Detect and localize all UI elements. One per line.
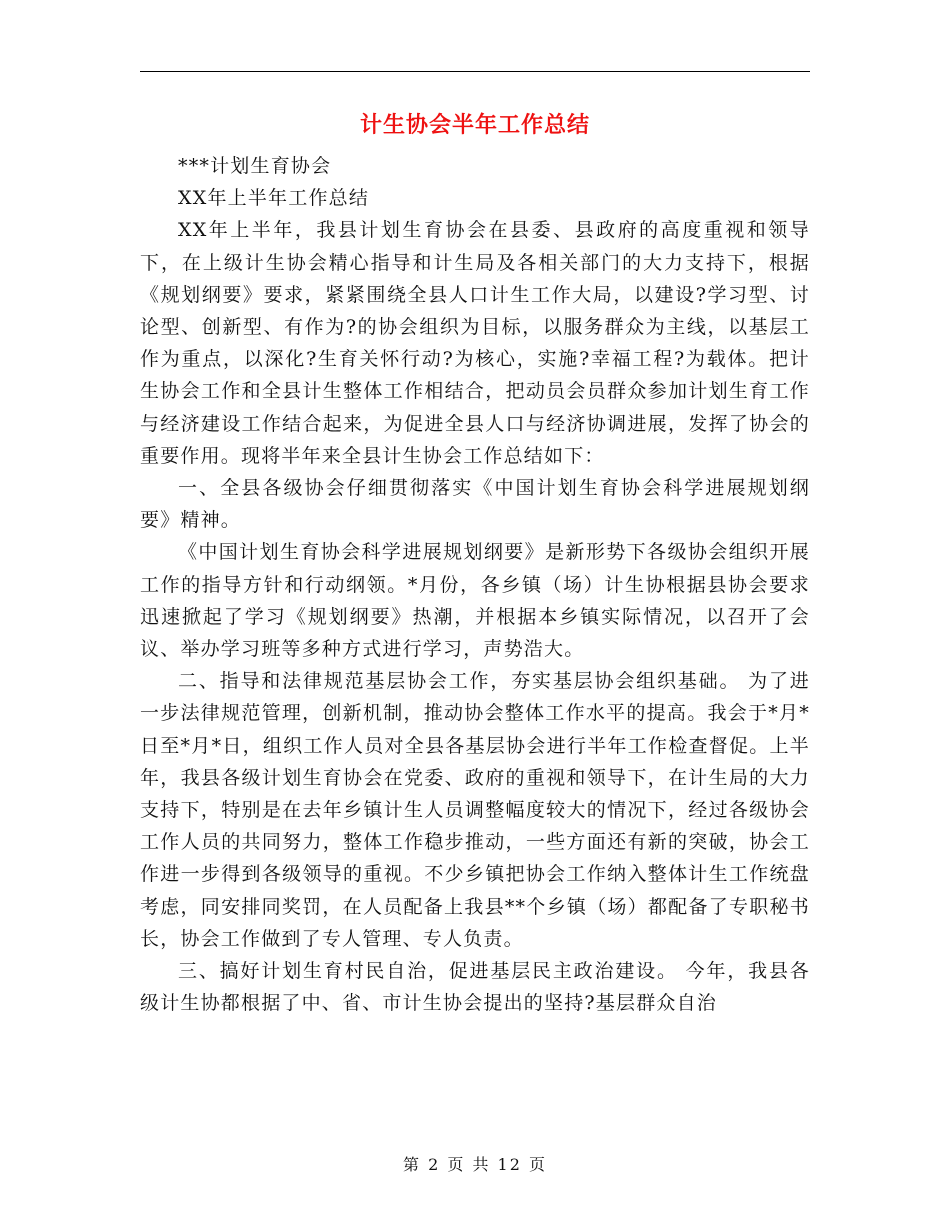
- header-rule: [140, 71, 810, 72]
- document-title: 计生协会半年工作总结: [359, 113, 590, 138]
- subtitle-line: XX年上半年工作总结: [178, 187, 370, 210]
- intro-paragraph: XX年上半年，我县计划生育协会在县委、县政府的高度重视和领导下，在上级计生协会精心指导和计生局及各相关部门的大力支持下，根据《规划纲要》要求，紧紧围绕全县人口计生工作大局，以建设?学习型、讨论型、创新型、有作为?的协会组织为目标，以服务群众为主线，以基层工作为重点，以深化?生育关怀行动?为核心，实施?幸福工程?为载体。把计生协会工作和全县计生整体工作相结合，把动员会员群众参加计划生育工作与经济建设工作结合起来，为促进全县人口与经济协调进展，发挥了协会的重要作用。现将半年来全县计生协会工作总结如下：: [140, 219, 810, 467]
- section-paragraph-1: 《中国计划生育协会科学进展规划纲要》是新形势下各级协会组织开展工作的指导方针和行动纲领。*月份，各乡镇（场）计生协根据县协会要求迅速掀起了学习《规划纲要》热潮，并根据本乡镇实际情况，以召开了会议、举办学习班等多种方式进行学习，声势浩大。: [140, 541, 810, 661]
- document-body: [140, 150, 810, 1019]
- section-heading-1: 一、全县各级协会仔细贯彻落实《中国计划生育协会科学进展规划纲要》精神。: [140, 477, 810, 532]
- page-number: 第 2 页 共 12 页: [403, 1155, 547, 1174]
- section-paragraph-2: 二、指导和法律规范基层协会工作，夯实基层协会组织基础。 为了进一步法律规范管理，创新机制，推动协会整体工作水平的提高。我会于*月*日至*月*日，组织工作人员对全县各基层协会进行半年工作检查督促。上半年，我县各级计划生育协会在党委、政府的重视和领导下，在计生局的大力支持下，特别是在去年乡镇计生人员调整幅度较大的情况下，经过各级协会工作人员的共同努力，整体工作稳步推动，一些方面还有新的突破，协会工作进一步得到各级领导的重视。不少乡镇把协会工作纳入整体计生工作统盘考虑，同安排同奖罚，在人员配备上我县**个乡镇（场）都配备了专职秘书长，协会工作做到了专人管理、专人负责。: [140, 670, 810, 950]
- section-paragraph-3: 三、搞好计划生育村民自治，促进基层民主政治建设。 今年，我县各级计生协都根据了中、省、市计生协会提出的坚持?基层群众自治: [140, 960, 810, 1015]
- org-name-line: ***计划生育协会: [178, 155, 332, 177]
